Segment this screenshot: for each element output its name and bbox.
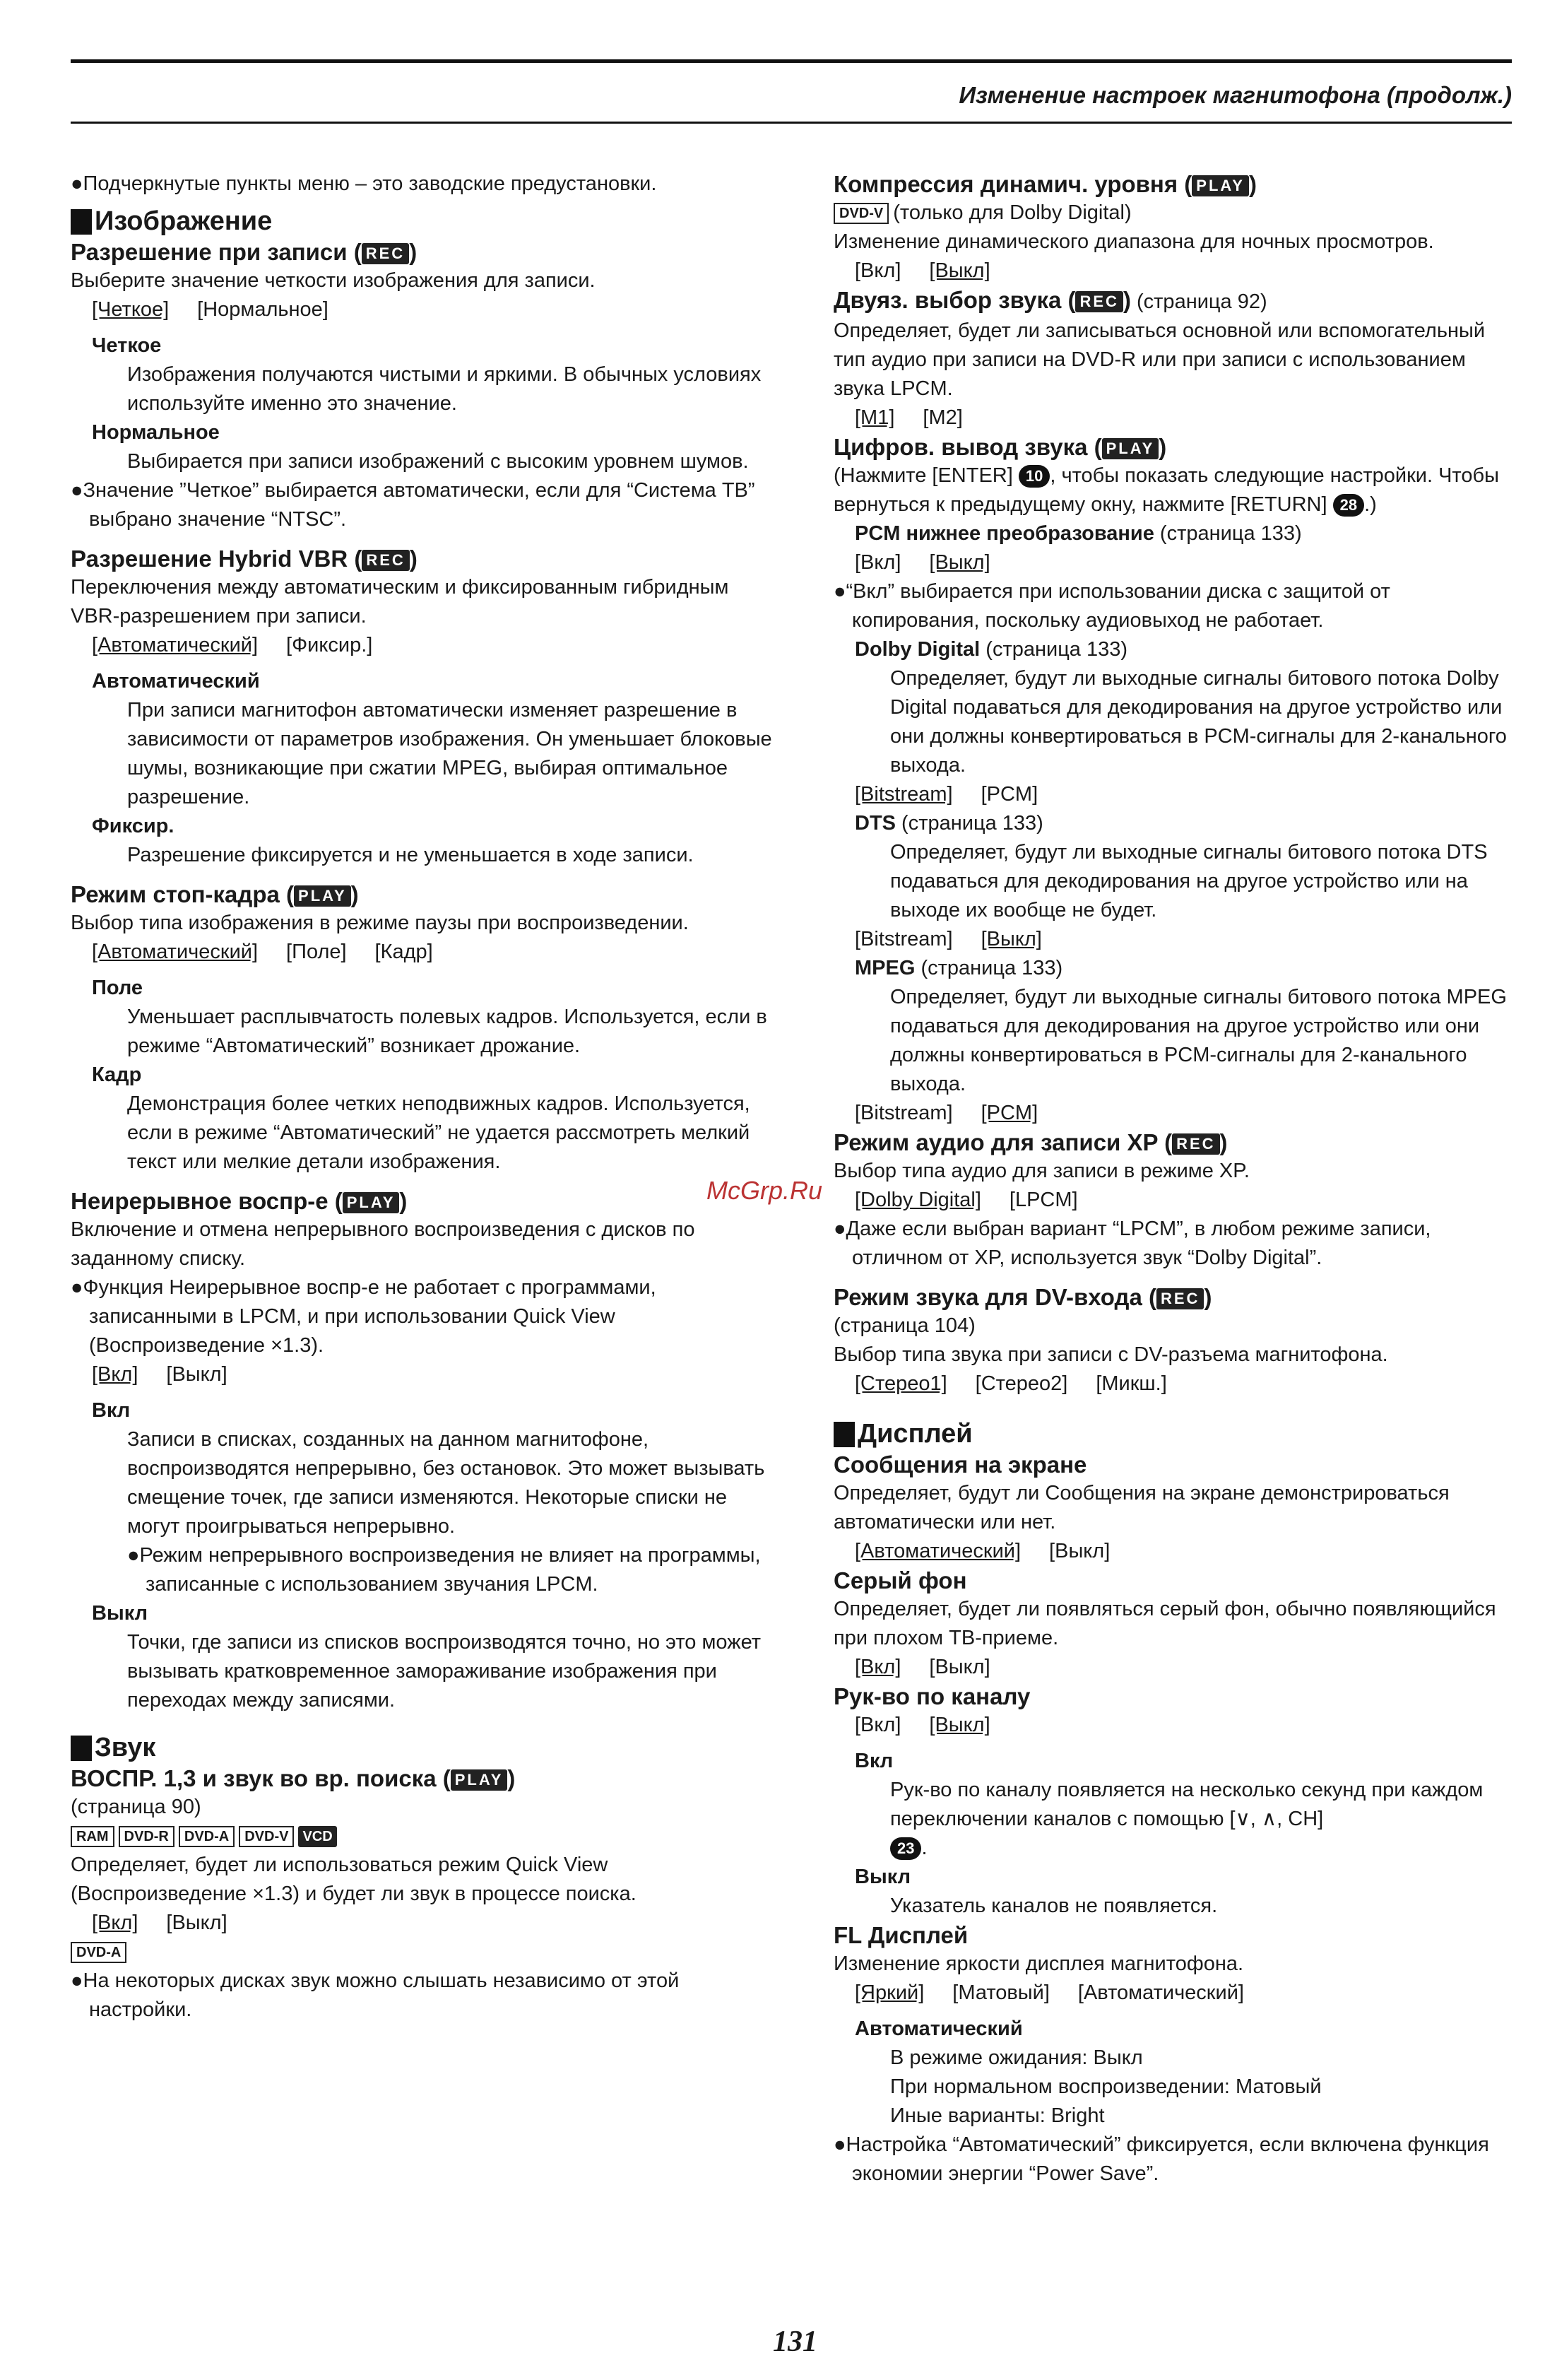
play-badge-icon: PLAY (294, 885, 351, 907)
option-desc: Рук-во по каналу появляется на несколько секунд при каждом переключении каналов с помощью [∨, ∧, CH] 23 . (890, 1779, 1484, 1859)
dv-audio-heading: Режим звука для DV-входа ( REC ) (834, 1284, 1212, 1310)
note: ●Даже если выбран вариант “LPCM”, в любом режиме записи, отличном от XP, используется звук “Dolby Digital”. (834, 1218, 1431, 1269)
option-title: Фиксир. (92, 815, 174, 837)
watermark: McGrp.Ru (706, 1176, 823, 1205)
section-marker-icon (71, 1736, 92, 1761)
rec-badge-icon: REC (1075, 291, 1123, 312)
fl-display-options: [Яркий] [Матовый] [Автоматический] (855, 1981, 1244, 2004)
grey-bg-options: [Вкл] [Выкл] (855, 1656, 990, 1678)
option-desc: Точки, где записи из списков воспроизводятся точно, но это может вызывать кратковременное замораживание изображения при переходах между записями. (127, 1631, 762, 1712)
still-mode-options: [Автоматический] [Поле] [Кадр] (92, 941, 433, 963)
top-rule (71, 59, 1512, 63)
search-audio-page: (страница 90) (71, 1796, 201, 1818)
option-desc: Определяет, будут ли выходные сигналы битового потока Dolby Digital подаваться для декодирования на другое устройство или они должны конвертироваться в PCM-сигналы для 2-канального выхода. (890, 667, 1507, 777)
option-title: Поле (92, 977, 143, 999)
seamless-play-options: [Вкл] [Выкл] (92, 1363, 227, 1386)
hybrid-vbr-heading: Разрешение Hybrid VBR ( REC ) (71, 546, 418, 572)
page-number: 131 (773, 2326, 817, 2358)
digital-audio-heading: Цифров. вывод звука ( PLAY ) (834, 434, 1167, 460)
dolby-options: [Bitstream] [PCM] (855, 783, 1038, 806)
option-title: Нормальное (92, 421, 220, 444)
rec-resolution-heading: Разрешение при записи ( REC ) (71, 239, 418, 265)
option-desc: При нормальном воспроизведении: Матовый (890, 2075, 1322, 2098)
section-marker-icon (834, 1422, 855, 1447)
disc-tag: DVD-V (239, 1826, 294, 1847)
section-sound: Звук (71, 1733, 777, 1762)
ref-number-icon: 23 (890, 1837, 921, 1860)
note: ●Настройка “Автоматический” фиксируется, если включена функция экономии энергии “Power Save”. (834, 2133, 1489, 2185)
option-desc: Записи в списках, созданных на данном магнитофоне, воспроизводятся непрерывно, без остановок. Это может вызывать смещение точек, где записи изменяются. Некоторые списки не могут проигрываться непрерывно. (127, 1428, 765, 1538)
dv-audio-page: (страница 104) (834, 1314, 976, 1337)
search-audio-desc: Определяет, будет ли использоваться режим Quick View (Воспроизведение ×1.3) и будет ли звук в процессе поиска. (71, 1854, 637, 1905)
left-column (71, 170, 777, 2025)
osd-options: [Автоматический] [Выкл] (855, 1540, 1111, 1562)
search-audio-heading: ВОСПР. 1,3 и звук во вр. поиска ( PLAY ) (71, 1765, 516, 1791)
option-desc: В режиме ожидания: Выкл (890, 2046, 1143, 2069)
disc-tag: DVD-R (119, 1826, 174, 1847)
option-desc: Определяет, будут ли выходные сигналы битового потока MPEG подаваться для декодирования на другое устройство или они должны конвертироваться в PCM-сигналы для 2-канального выхода. (890, 986, 1507, 1095)
ref-number-icon: 10 (1019, 465, 1050, 488)
option-title: Dolby Digital (страница 133) (855, 638, 1128, 661)
option-desc: Указатель каналов не появляется. (890, 1895, 1218, 1917)
option-desc: Уменьшает расплывчатость полевых кадров. Используется, если в режиме “Автоматический” возникает дрожание. (127, 1006, 767, 1057)
bilingual-desc: Определяет, будет ли записываться основной или вспомогательный тип аудио при записи на DVD-R или при записи с использованием звука LPCM. (834, 319, 1486, 400)
option-title: Автоматический (855, 2017, 1023, 2040)
hybrid-vbr-options: [Автоматический] [Фиксир.] (92, 634, 373, 656)
option-desc: Иные варианты: Bright (890, 2104, 1105, 2127)
option-title: Четкое (92, 334, 162, 357)
dv-audio-options: [Стерео1] [Стерео2] [Микш.] (855, 1372, 1167, 1395)
grey-bg-desc: Определяет, будет ли появляться серый фон, обычно появляющийся при плохом ТВ-приеме. (834, 1598, 1496, 1649)
disc-tag: DVD-A (179, 1826, 235, 1847)
play-badge-icon: PLAY (1102, 438, 1159, 459)
disc-tag: RAM (71, 1826, 114, 1847)
section-marker-icon (71, 209, 92, 235)
play-badge-icon: PLAY (1192, 175, 1249, 196)
seamless-play-desc: Включение и отмена непрерывного воспроизведения с дисков по заданному списку. (71, 1218, 695, 1270)
drc-tag-line: DVD-V (только для Dolby Digital) (834, 199, 1512, 228)
intro-note: ●Подчеркнутые пункты меню – это заводские предустановки. (71, 172, 657, 195)
note: ●На некоторых дисках звук можно слышать независимо от этой настройки. (71, 1969, 680, 2021)
disc-tags (71, 1938, 777, 1967)
page-header: Изменение настроек магнитофона (продолж.) (959, 82, 1512, 108)
fl-display-desc: Изменение яркости дисплея магнитофона. (834, 1952, 1244, 1975)
rec-badge-icon: REC (1172, 1133, 1219, 1155)
still-mode-heading: Режим стоп-кадра ( PLAY ) (71, 881, 359, 907)
xp-audio-heading: Режим аудио для записи XP ( REC ) (834, 1129, 1228, 1155)
rec-badge-icon: REC (1156, 1288, 1204, 1309)
disc-tags (71, 1822, 777, 1851)
play-badge-icon: PLAY (343, 1192, 400, 1213)
header-rule (71, 122, 1512, 124)
option-desc: При записи магнитофон автоматически изменяет разрешение в зависимости от параметров изображения. Он уменьшает блоковые шумы, возникающие при сжатии MPEG, выбирая оптимальное разрешение. (127, 699, 772, 808)
option-desc: Изображения получаются чистыми и яркими. В обычных условиях используйте именно это значение. (127, 363, 762, 415)
dts-options: [Bitstream] [Выкл] (855, 928, 1042, 950)
fl-display-heading: FL Дисплей (834, 1922, 969, 1948)
option-title: Автоматический (92, 670, 260, 693)
option-title: PCM нижнее преобразование (страница 133) (855, 522, 1302, 545)
option-title: Вкл (855, 1750, 894, 1772)
option-title: Вкл (92, 1399, 131, 1422)
bilingual-options: [M1] [M2] (855, 406, 963, 429)
pcm-options: [Вкл] [Выкл] (855, 551, 990, 574)
option-title: Выкл (855, 1866, 911, 1888)
disc-tag: DVD-V (834, 203, 889, 224)
option-desc: Разрешение фиксируется и не уменьшается в ходе записи. (127, 844, 694, 866)
ref-number-icon: 28 (1333, 494, 1364, 517)
channel-guide-options: [Вкл] [Выкл] (855, 1714, 990, 1736)
option-desc: Выбирается при записи изображений с высоким уровнем шумов. (127, 450, 749, 473)
note: ●Режим непрерывного воспроизведения не влияет на программы, записанные с использованием звучания LPCM. (127, 1544, 761, 1596)
right-column (834, 170, 1512, 2188)
search-audio-options: [Вкл] [Выкл] (92, 1911, 227, 1934)
bilingual-heading: Двуяз. выбор звука ( REC ) (страница 92) (834, 287, 1267, 313)
osd-heading: Сообщения на экране (834, 1451, 1087, 1478)
drc-heading: Компрессия динамич. уровня ( PLAY ) (834, 171, 1257, 197)
drc-options: [Вкл] [Выкл] (855, 259, 990, 282)
option-title: DTS (страница 133) (855, 812, 1043, 835)
disc-tag: VCD (298, 1826, 336, 1847)
channel-guide-heading: Рук-во по каналу (834, 1683, 1031, 1709)
seamless-play-heading: Неирерывное воспр-е ( PLAY ) (71, 1188, 408, 1214)
dv-audio-desc: Выбор типа звука при записи с DV-разъема магнитофона. (834, 1343, 1388, 1366)
rec-resolution-options: [Четкое] [Нормальное] (92, 298, 328, 321)
drc-desc: Изменение динамического диапазона для ночных просмотров. (834, 230, 1434, 253)
rec-badge-icon: REC (362, 550, 409, 571)
section-image: Изображение (71, 207, 777, 236)
xp-audio-desc: Выбор типа аудио для записи в режиме XP. (834, 1160, 1250, 1182)
rec-resolution-desc: Выберите значение четкости изображения для записи. (71, 269, 596, 292)
digital-audio-desc: (Нажмите [ENTER] 10 , чтобы показать следующие настройки. Чтобы вернуться к предыдущему окну, нажмите [RETURN] 28 .) (834, 464, 1499, 516)
grey-bg-heading: Серый фон (834, 1567, 967, 1593)
option-title: Кадр (92, 1064, 142, 1086)
option-desc: Демонстрация более четких неподвижных кадров. Используется, если в режиме “Автоматический” не удается рассмотреть мелкий текст или мелкие детали изображения. (127, 1092, 750, 1173)
osd-desc: Определяет, будут ли Сообщения на экране демонстрироваться автоматически или нет. (834, 1482, 1450, 1533)
section-display: Дисплей (834, 1420, 1512, 1449)
still-mode-desc: Выбор типа изображения в режиме паузы при воспроизведении. (71, 912, 689, 934)
play-badge-icon: PLAY (451, 1769, 508, 1791)
option-desc: Определяет, будут ли выходные сигналы битового потока DTS подаваться для декодирования на другое устройство или на выходе их вообще не будет. (890, 841, 1488, 921)
option-title: Выкл (92, 1602, 148, 1625)
note: ●Значение ”Четкое” выбирается автоматически, если для “Система ТВ” выбрано значение “NTSC”. (71, 479, 755, 531)
note: ●“Вкл” выбирается при использовании диска с защитой от копирования, поскольку аудиовыход не работает. (834, 580, 1390, 632)
hybrid-vbr-desc: Переключения между автоматическим и фиксированным гибридным VBR-разрешением при записи. (71, 576, 729, 628)
xp-audio-options: [Dolby Digital] [LPCM] (855, 1189, 1078, 1211)
mpeg-options: [Bitstream] [PCM] (855, 1102, 1038, 1124)
disc-tag: DVD-A (71, 1942, 126, 1963)
rec-badge-icon: REC (362, 243, 409, 264)
note: ●Функция Неирерывное воспр-е не работает с программами, записанными в LPCM, и при использовании Quick View (Воспроизведение ×1.3). (71, 1276, 656, 1357)
option-title: MPEG (страница 133) (855, 957, 1063, 979)
